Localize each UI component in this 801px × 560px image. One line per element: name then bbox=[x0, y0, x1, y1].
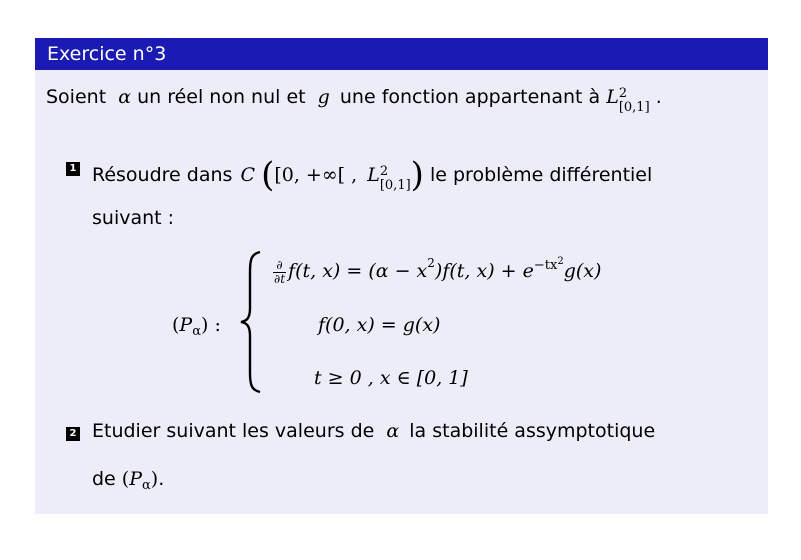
item2-line2: de $(P_\alpha)$. bbox=[92, 468, 165, 493]
system-label: $(P_\alpha)$ : bbox=[172, 314, 221, 339]
item1-line2: suivant : bbox=[92, 207, 175, 229]
item2-line1: Etudier suivant les valeurs de α la stabilité assymptotique bbox=[92, 420, 656, 442]
item1-line1: Résoudre dans C ([0, +∞[ , L 2 [0,1] ) le problème différentiel bbox=[92, 155, 653, 195]
system-equation-3: t ≥ 0 , x ∈ [0, 1] bbox=[314, 367, 468, 389]
exercise-title: Exercice n°3 bbox=[35, 38, 768, 70]
system-brace bbox=[238, 250, 264, 394]
intro-line: Soient α un réel non nul et g une fonction appartenant à L 2 [0,1] . bbox=[46, 86, 662, 115]
system-equation-1: $\frac{\partial}{\partial t}$ f(t, $x) = (\alpha - x^2)f(t$, $x) + e^{-tx2}g(x)$ bbox=[274, 256, 602, 286]
system-equation-2: f(0, x) = g(x) bbox=[318, 314, 441, 336]
item-number-badge: 2 bbox=[66, 427, 80, 441]
item-number-badge: 1 bbox=[66, 162, 80, 176]
